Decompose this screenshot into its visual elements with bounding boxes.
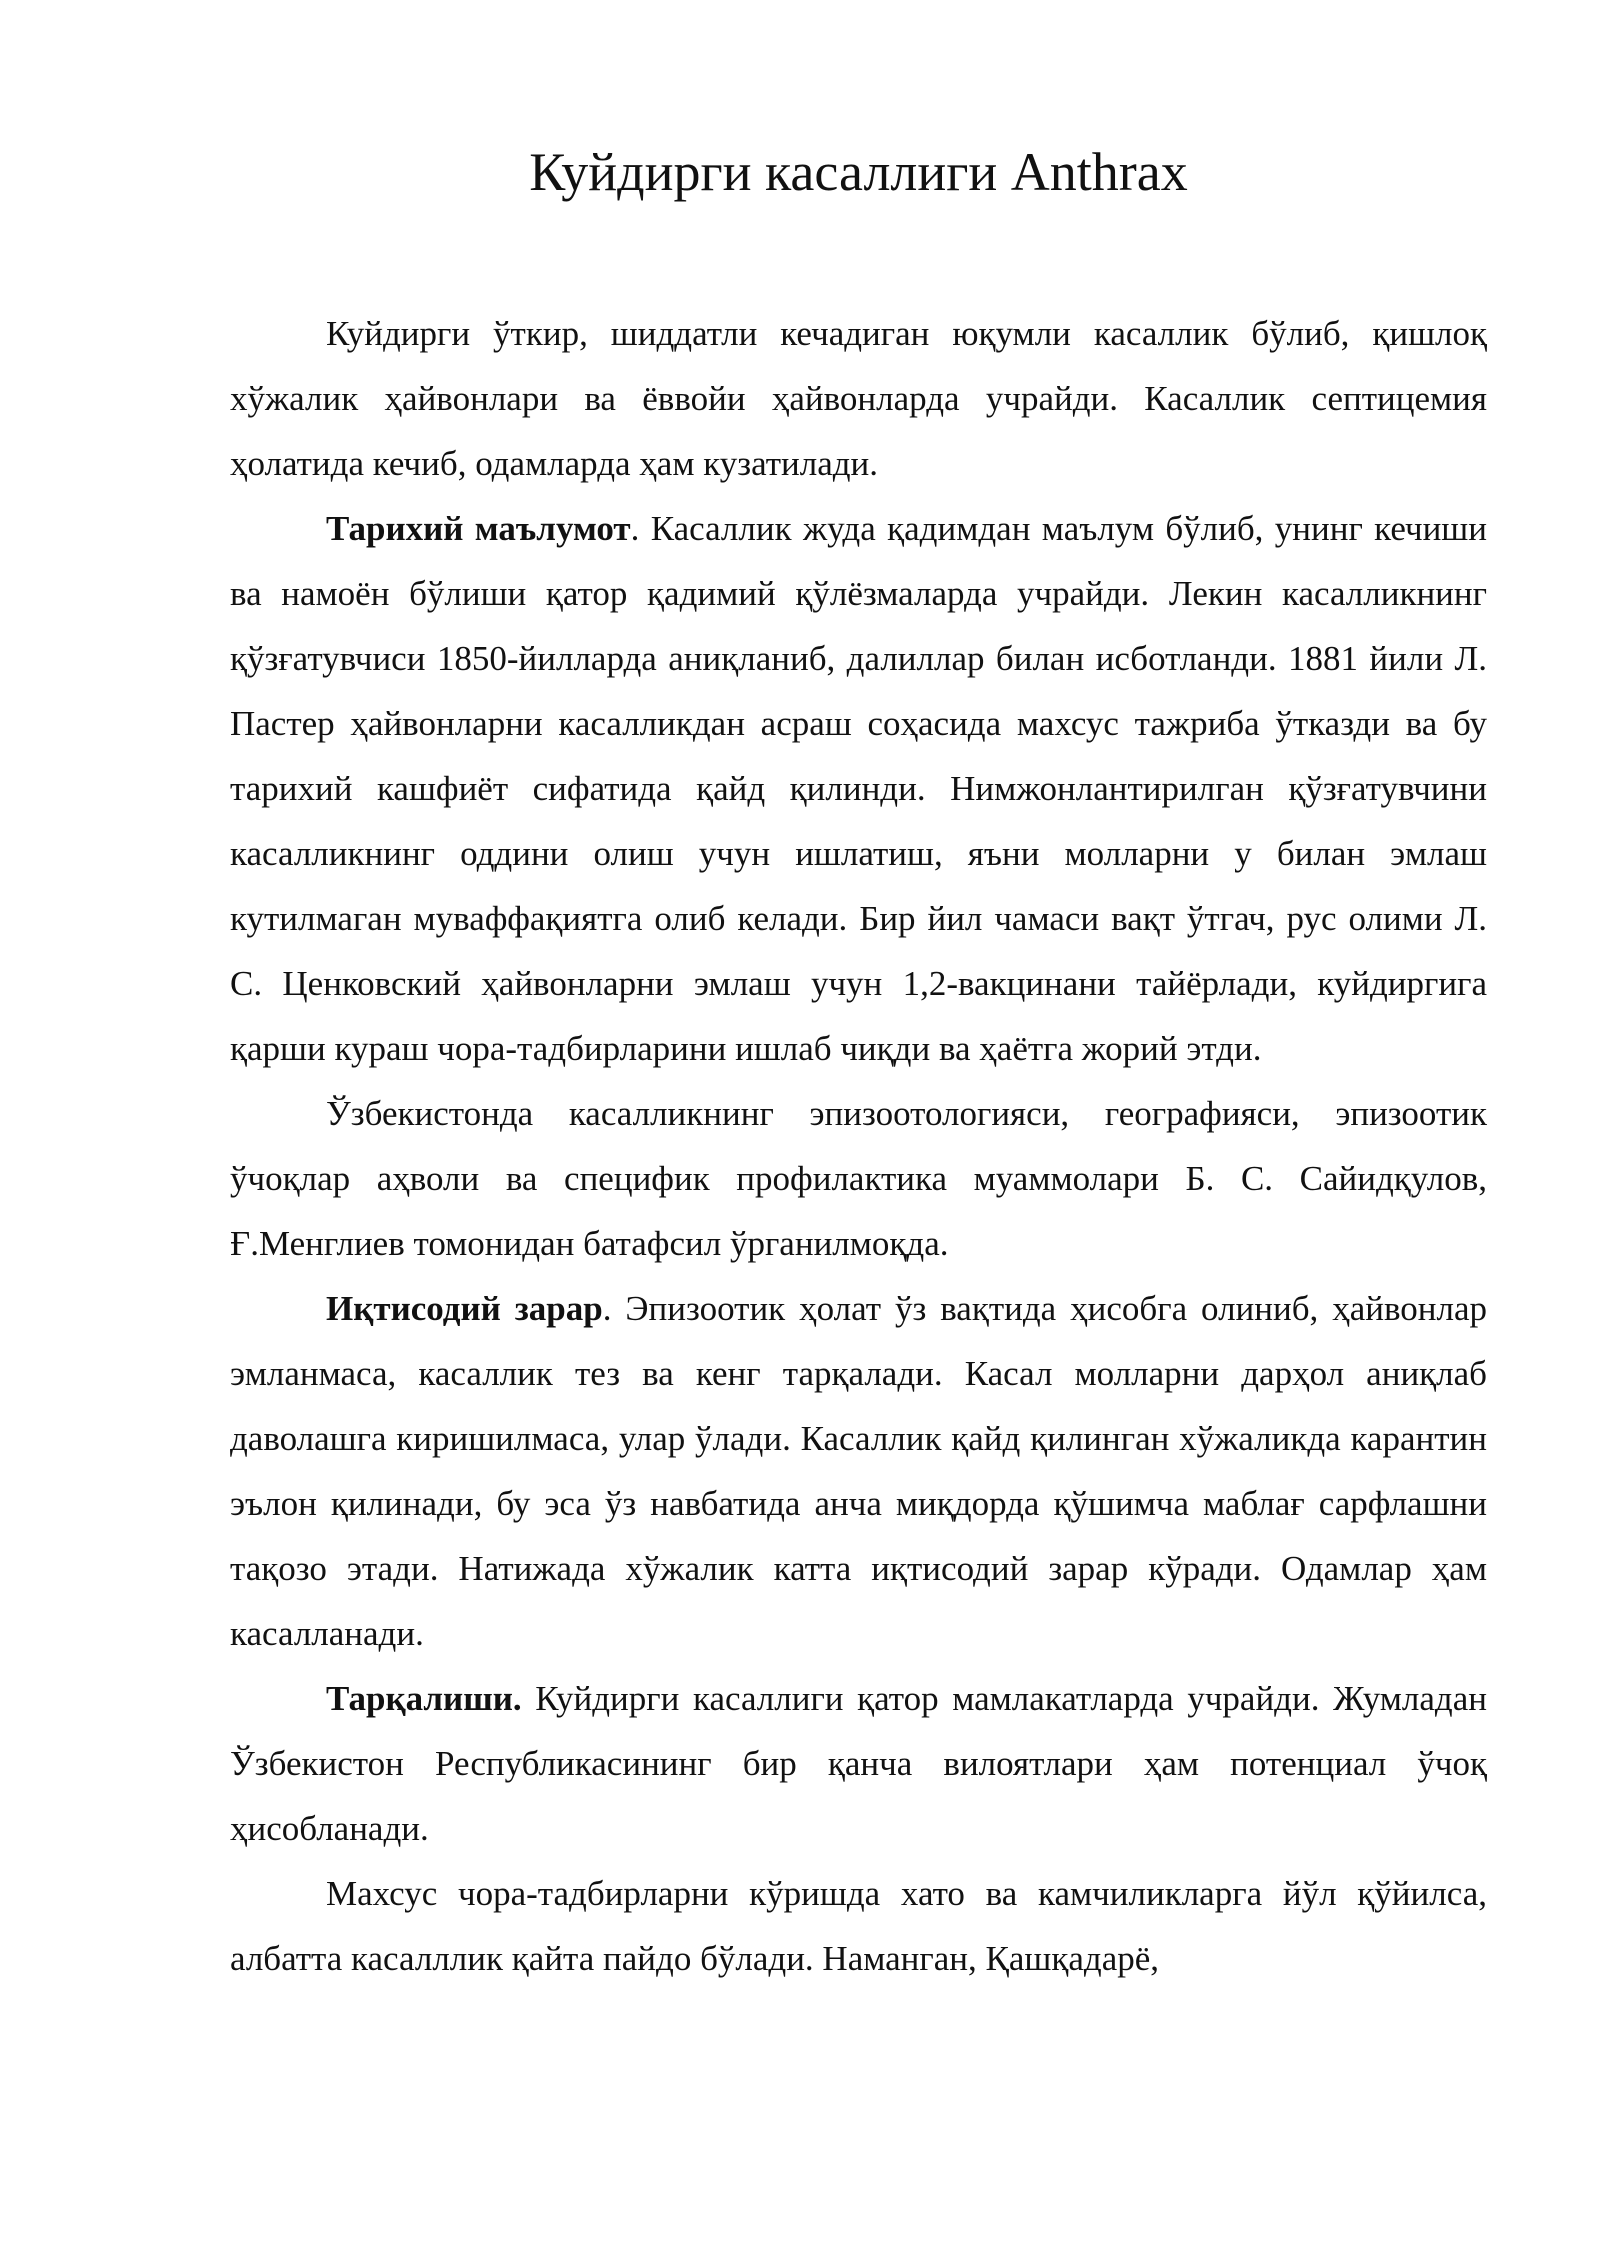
paragraph-heading: Тарихий маълумот — [326, 508, 631, 548]
paragraph-special-measures — [230, 1861, 1487, 1991]
document-page — [230, 140, 1487, 1991]
paragraph-text: Эпизоотик ҳолат ўз вақтида ҳисобга олиниб, ҳайвонлар эмланмаса, касаллик тез ва кенг тарқалади. Касал молларни дарҳол аниқлаб даволашга киришилмаса, улар ўлади. Касаллик қайд қилинган хўжаликда карантин эълон қилинади, бу эса ўз навбатида анча миқдорда қўшимча маблағ сарфлашни тақозо этади. Натижада хўжалик катта иқтисодий зарар кўради. Одамлар ҳам касалланади. — [230, 1288, 1488, 1653]
paragraph-distribution — [230, 1666, 1487, 1861]
paragraph-text: Куйдирги касаллиги қатор мамлакатларда учрайди. Жумладан Ўзбекистон Республикасининг бир қанча вилоятлари ҳам потенциал ўчоқ ҳисобланади. — [230, 1678, 1487, 1848]
paragraph-economic-damage — [230, 1276, 1487, 1666]
paragraph-text: Касаллик жуда қадимдан маълум бўлиб, унинг кечиши ва намоён бўлиши қатор қадимий қўлёзмаларда учрайди. Лекин касалликнинг қўзғатувчиси 1850-йилларда аниқланиб, далиллар билан исботланди. 1881 йили Л. Пастер ҳайвонларни касалликдан асраш соҳасида махсус тажриба ўтказди ва бу тарихий кашфиёт сифатида қайд қилинди. Нимжонлантирилган қўзғатувчини касалликнинг оддини олиш учун ишлатиш, яъни молларни у билан эмлаш кутилмаган муваффақиятга олиб келади. Бир йил чамаси вақт ўтгач, рус олими Л. С. Ценковский ҳайвонларни эмлаш учун 1,2-вакцинани тайёрлади, куйдиргига қарши кураш чора-тадбирларини ишлаб чиқди ва ҳаётга жорий этди. — [230, 508, 1487, 1068]
paragraph-uzbekistan-research — [230, 1081, 1487, 1276]
paragraph-heading-separator: . — [602, 1288, 612, 1328]
paragraph-heading: Тарқалиши. — [326, 1678, 522, 1718]
paragraph-text: Ўзбекистонда касалликнинг эпизоотологияси, географияси, эпизоотик ўчоқлар аҳволи ва специфик профилактика муаммолари Б. С. Сайидқулов, Ғ.Менглиев томонидан батафсил ўрганилмоқда. — [230, 1093, 1487, 1263]
paragraph-heading: Иқтисодий зарар — [326, 1288, 603, 1328]
paragraph-text: Куйдирги ўткир, шиддатли кечадиган юқумли касаллик бўлиб, қишлоқ хўжалик ҳайвонлари ва ёввойи ҳайвонларда учрайди. Касаллик септицемия ҳолатида кечиб, одамларда ҳам кузатилади. — [230, 313, 1487, 483]
paragraph-heading-separator: . — [630, 508, 640, 548]
paragraph-history — [230, 496, 1487, 1081]
paragraph-intro — [230, 301, 1487, 496]
document-title: Куйдирги касаллиги Anthrax — [529, 142, 1188, 202]
paragraph-text: Махсус чора-тадбирларни кўришда хато ва камчиликларга йўл қўйилса, албатта касалллик қайта пайдо бўлади. Наманган, Қашқадарё, — [230, 1873, 1487, 1978]
